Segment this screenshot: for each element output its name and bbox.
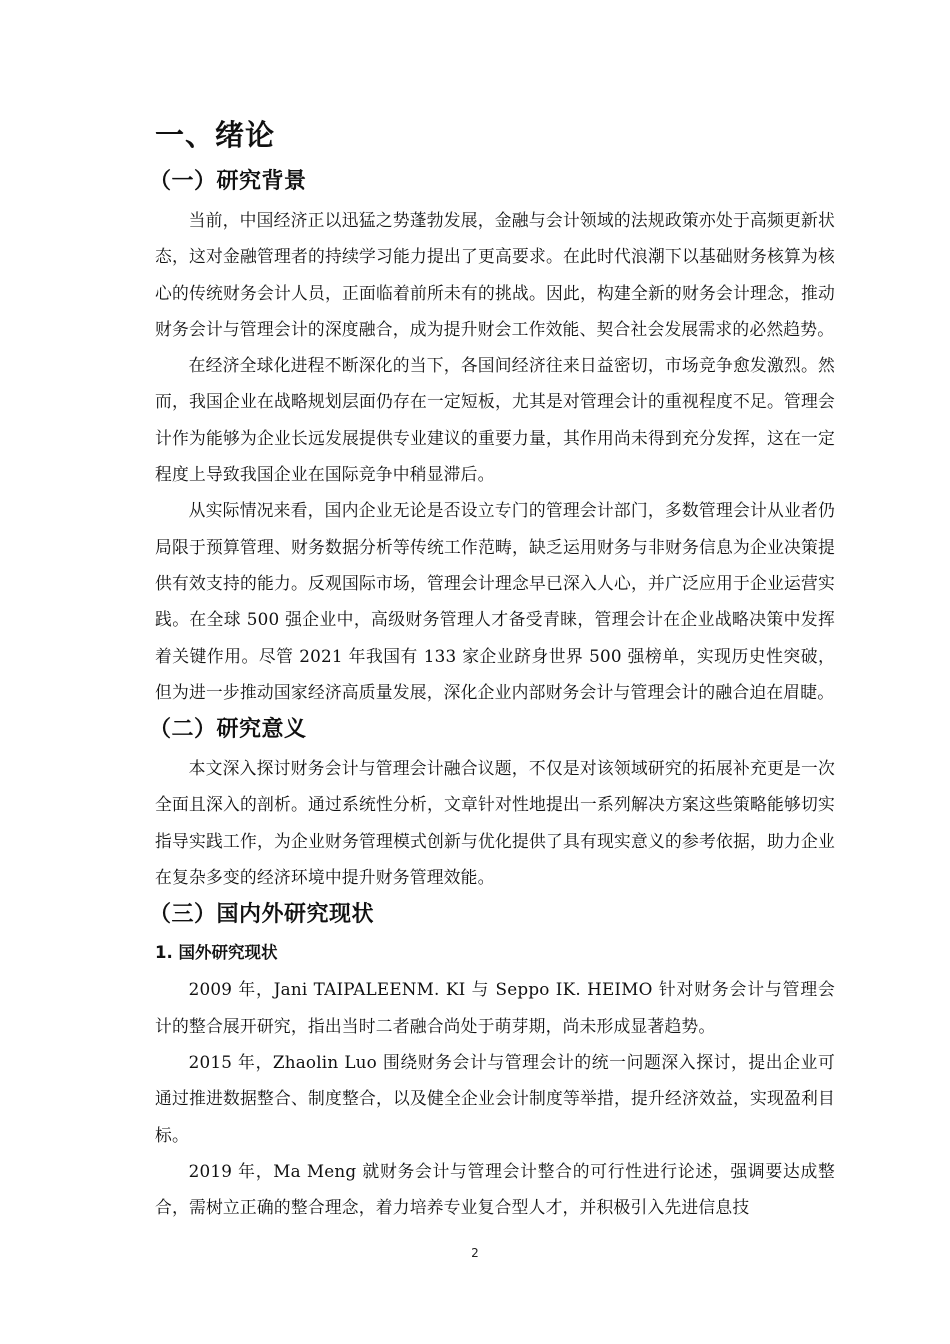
section-heading-background: （一）研究背景 xyxy=(149,169,307,194)
chapter-title: 一、绪论 xyxy=(155,118,276,152)
paragraph: 本文深入探讨财务会计与管理会计融合议题，不仅是对该领域研究的拓展补充更是一次全面且深入的剖析。通过系统性分析，文章针对性地提出一系列解决方案这些策略能够切实指导实践工作，为企业财务管理模式创新与优化提供了具有现实意义的参考依据，助力企业在复杂多变的经济环境中提升财务管理效能。 xyxy=(155,758,835,888)
paragraph: 在经济全球化进程不断深化的当下，各国间经济往来日益密切，市场竞争愈发激烈。然而，我国企业在战略规划层面仍存在一定短板，尤其是对管理会计的重视程度不足。管理会计作为能够为企业长远发展提供专业建议的重要力量，其作用尚未得到充分发挥，这在一定程度上导致我国企业在国际竞争中稍显滞后。 xyxy=(155,355,835,485)
paragraph: 当前，中国经济正以迅猛之势蓬勃发展，金融与会计领域的法规政策亦处于高频更新状态，这对金融管理者的持续学习能力提出了更高要求。在此时代浪潮下以基础财务核算为核心的传统财务会计人员，正面临着前所未有的挑战。因此，构建全新的财务会计理念，推动财务会计与管理会计的深度融合，成为提升财会工作效能、契合社会发展需求的必然趋势。 xyxy=(155,210,835,339)
page-number: 2 xyxy=(471,1246,479,1260)
section-heading-significance: （二）研究意义 xyxy=(149,717,307,743)
section-heading-status: （三）国内外研究现状 xyxy=(149,902,375,928)
paragraph: 2009 年，Jani TAIPALEENM. KI 与 Seppo IK. HEIMO 针对财务会计与管理会计的整合展开研究，指出当时二者融合尚处于萌芽期，尚未形成显著趋势。 xyxy=(155,979,835,1036)
document-body xyxy=(149,112,835,1225)
paragraph: 2015 年，Zhaolin Luo 围绕财务会计与管理会计的统一问题深入探讨，提出企业可通过推进数据整合、制度整合，以及健全企业会计制度等举措，提升经济效益，实现盈利目标。 xyxy=(155,1051,835,1145)
paragraph: 2019 年，Ma Meng 就财务会计与管理会计整合的可行性进行论述，强调要达成整合，需树立正确的整合理念，着力培养专业复合型人才，并积极引入先进信息技 xyxy=(155,1160,835,1218)
subsection-heading-foreign: 1. 国外研究现状 xyxy=(155,943,278,963)
paragraph: 从实际情况来看，国内企业无论是否设立专门的管理会计部门，多数管理会计从业者仍局限于预算管理、财务数据分析等传统工作范畴，缺乏运用财务与非财务信息为企业决策提供有效支持的能力。反观国际市场，管理会计理念早已深入人心，并广泛应用于企业运营实践。在全球 500 强企业中，高级财务管理人才备受青睐，管理会计在企业战略决策中发挥着关键作用。尽管 2021 年我国有 133 家企业跻身世界 500 强榜单，实现历史性突破，但为进一步推动国家经济高质量发展，深化企业内部财务会计与管理会计的融合迫在眉睫。 xyxy=(155,500,835,702)
